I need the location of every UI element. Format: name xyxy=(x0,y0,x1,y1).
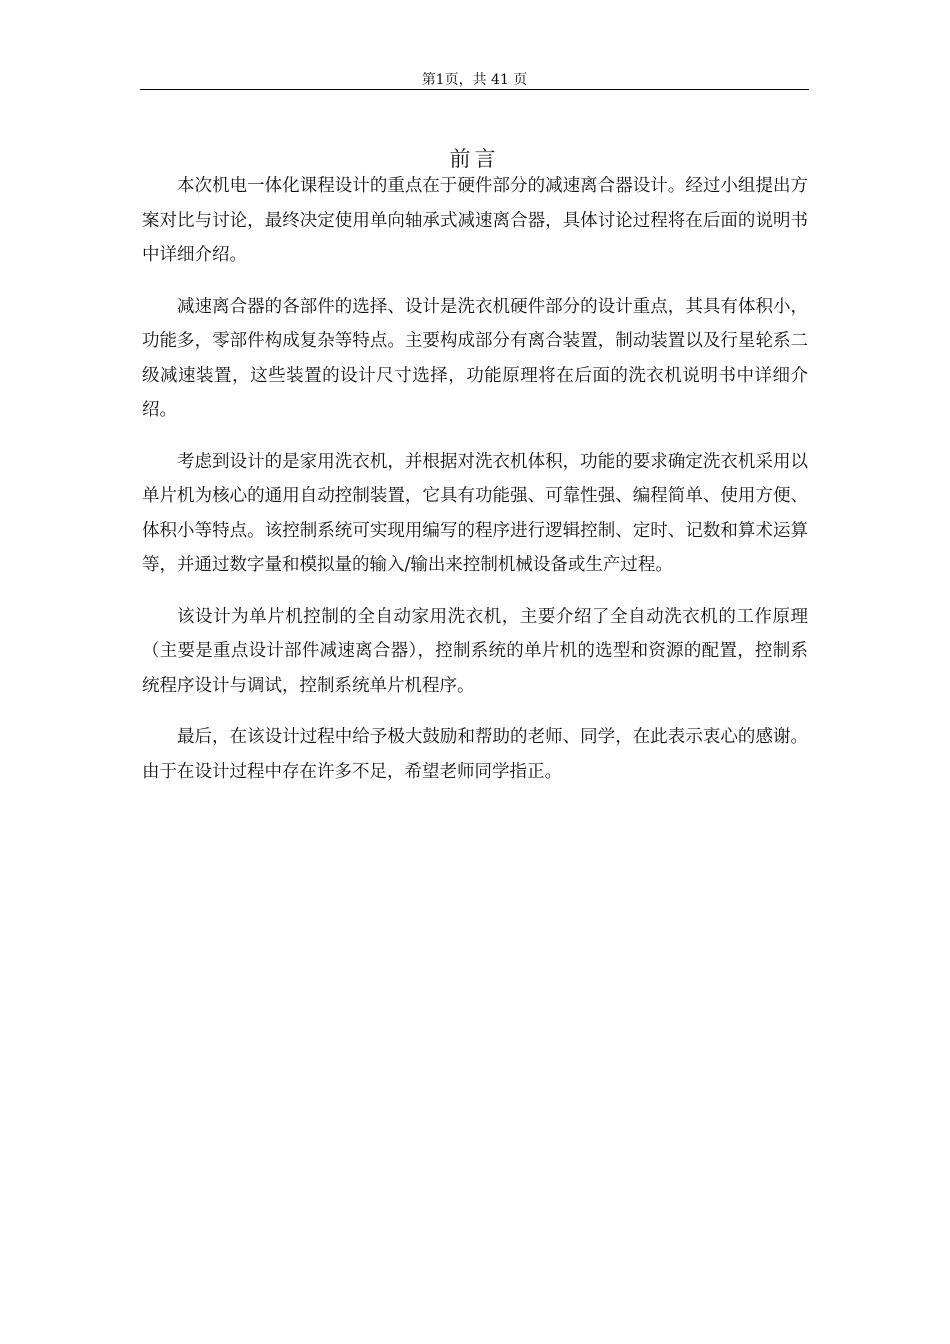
paragraph-3: 考虑到设计的是家用洗衣机，并根据对洗衣机体积，功能的要求确定洗衣机采用以单片机为核心的通用自动控制装置，它具有功能强、可靠性强、编程简单、使用方便、体积小等特点。该控制系统可实现用编写的程序进行逻辑控制、定时、记数和算术运算等，并通过数字量和模拟量的输入/输出来控制机械设备或生产过程。 xyxy=(142,451,808,575)
paragraph-1: 本次机电一体化课程设计的重点在于硬件部分的减速离合器设计。经过小组提出方案对比与讨论，最终决定使用单向轴承式减速离合器，具体讨论过程将在后面的说明书中详细介绍。 xyxy=(142,176,808,265)
paragraph-2: 减速离合器的各部件的选择、设计是洗衣机硬件部分的设计重点，其具有体积小，功能多，零部件构成复杂等特点。主要构成部分有离合装置，制动装置以及行星轮系二级减速装置，这些装置的设计尺寸选择，功能原理将在后面的洗衣机说明书中详细介绍。 xyxy=(142,296,808,420)
document-body xyxy=(142,169,808,806)
page-header: 第1页，共 41 页 xyxy=(421,72,528,88)
paragraph-4: 该设计为单片机控制的全自动家用洗衣机，主要介绍了全自动洗衣机的工作原理（主要是重点设计部件减速离合器），控制系统的单片机的选型和资源的配置，控制系统程序设计与调试，控制系统单片机程序。 xyxy=(142,606,808,696)
paragraph-5: 最后，在该设计过程中给予极大鼓励和帮助的老师、同学，在此表示衷心的感谢。由于在设计过程中存在许多不足，希望老师同学指正。 xyxy=(142,727,808,782)
header-rule xyxy=(140,89,809,90)
page-title: 前言 xyxy=(449,147,500,171)
